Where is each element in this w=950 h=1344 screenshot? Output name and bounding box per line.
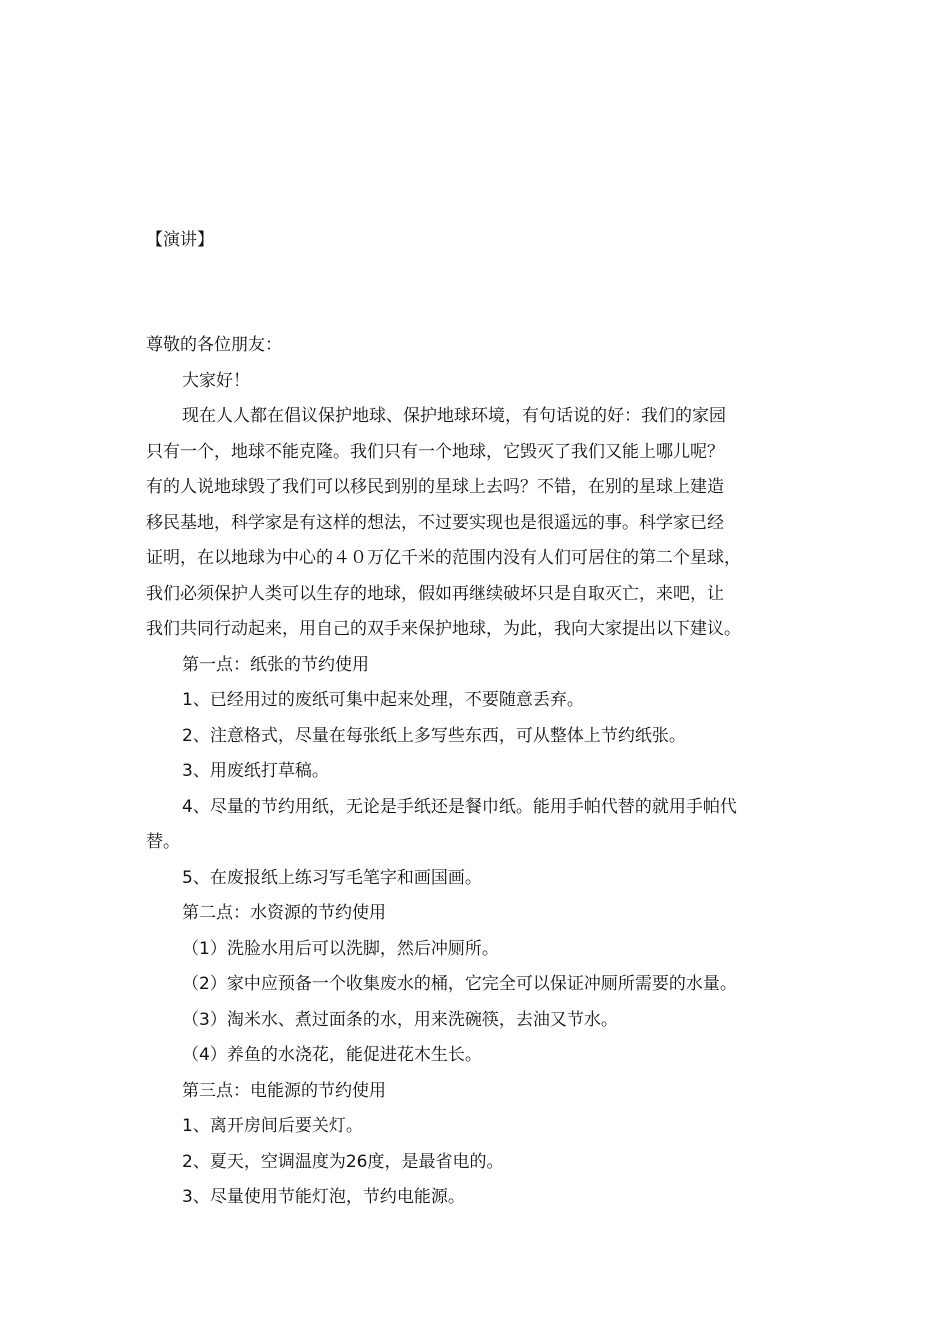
- list-item: 2、夏天，空调温度为26度，是最省电的。: [182, 1151, 504, 1172]
- intro-line: 证明，在以地球为中心的４０万亿千米的范围内没有人们可居住的第二个星球，: [146, 548, 741, 568]
- salutation: 尊敬的各位朋友：: [146, 335, 282, 355]
- intro-line: 有的人说地球毁了我们可以移民到别的星球上去吗？不错，在别的星球上建造: [146, 477, 724, 497]
- speech-body: [146, 328, 836, 1216]
- list-item: 1、已经用过的废纸可集中起来处理，不要随意丢弃。: [182, 690, 584, 710]
- list-item: 3、尽量使用节能灯泡，节约电能源。: [182, 1187, 465, 1207]
- list-item: （4）养鱼的水浇花，能促进花木生长。: [182, 1045, 482, 1065]
- document-heading: 【演讲】: [146, 230, 214, 250]
- intro-line: 我们必须保护人类可以生存的地球，假如再继续破坏只是自取灭亡，来吧，让: [146, 583, 724, 604]
- list-item: 1、离开房间后要关灯。: [182, 1116, 363, 1136]
- greeting: 大家好！: [182, 370, 250, 391]
- list-item-continuation: 替。: [146, 832, 180, 852]
- intro-line: 移民基地，科学家是有这样的想法，不过要实现也是很遥远的事。科学家已经: [146, 512, 724, 533]
- list-item: 5、在废报纸上练习写毛笔字和画国画。: [182, 867, 482, 888]
- list-item: 2、注意格式，尽量在每张纸上多写些东西，可从整体上节约纸张。: [182, 725, 686, 746]
- list-item: 3、用废纸打草稿。: [182, 761, 329, 781]
- list-item: 4、尽量的节约用纸，无论是手纸还是餐巾纸。能用手帕代替的就用手帕代: [182, 796, 737, 817]
- intro-line: 只有一个，地球不能克隆。我们只有一个地球，它毁灭了我们又能上哪儿呢？: [146, 441, 724, 462]
- section-title: 第三点：电能源的节约使用: [182, 1080, 386, 1101]
- list-item: （2）家中应预备一个收集废水的桶，它完全可以保证冲厕所需要的水量。: [182, 974, 737, 994]
- section-title: 第一点：纸张的节约使用: [182, 654, 369, 675]
- section-title: 第二点：水资源的节约使用: [182, 903, 386, 923]
- list-item: （3）淘米水、煮过面条的水，用来洗碗筷，去油又节水。: [182, 1009, 618, 1030]
- intro-line: 现在人人都在倡议保护地球、保护地球环境，有句话说的好：我们的家园: [182, 406, 726, 426]
- intro-line: 我们共同行动起来，用自己的双手来保护地球，为此，我向大家提出以下建议。: [146, 619, 741, 639]
- list-item: （1）洗脸水用后可以洗脚，然后冲厕所。: [182, 938, 499, 959]
